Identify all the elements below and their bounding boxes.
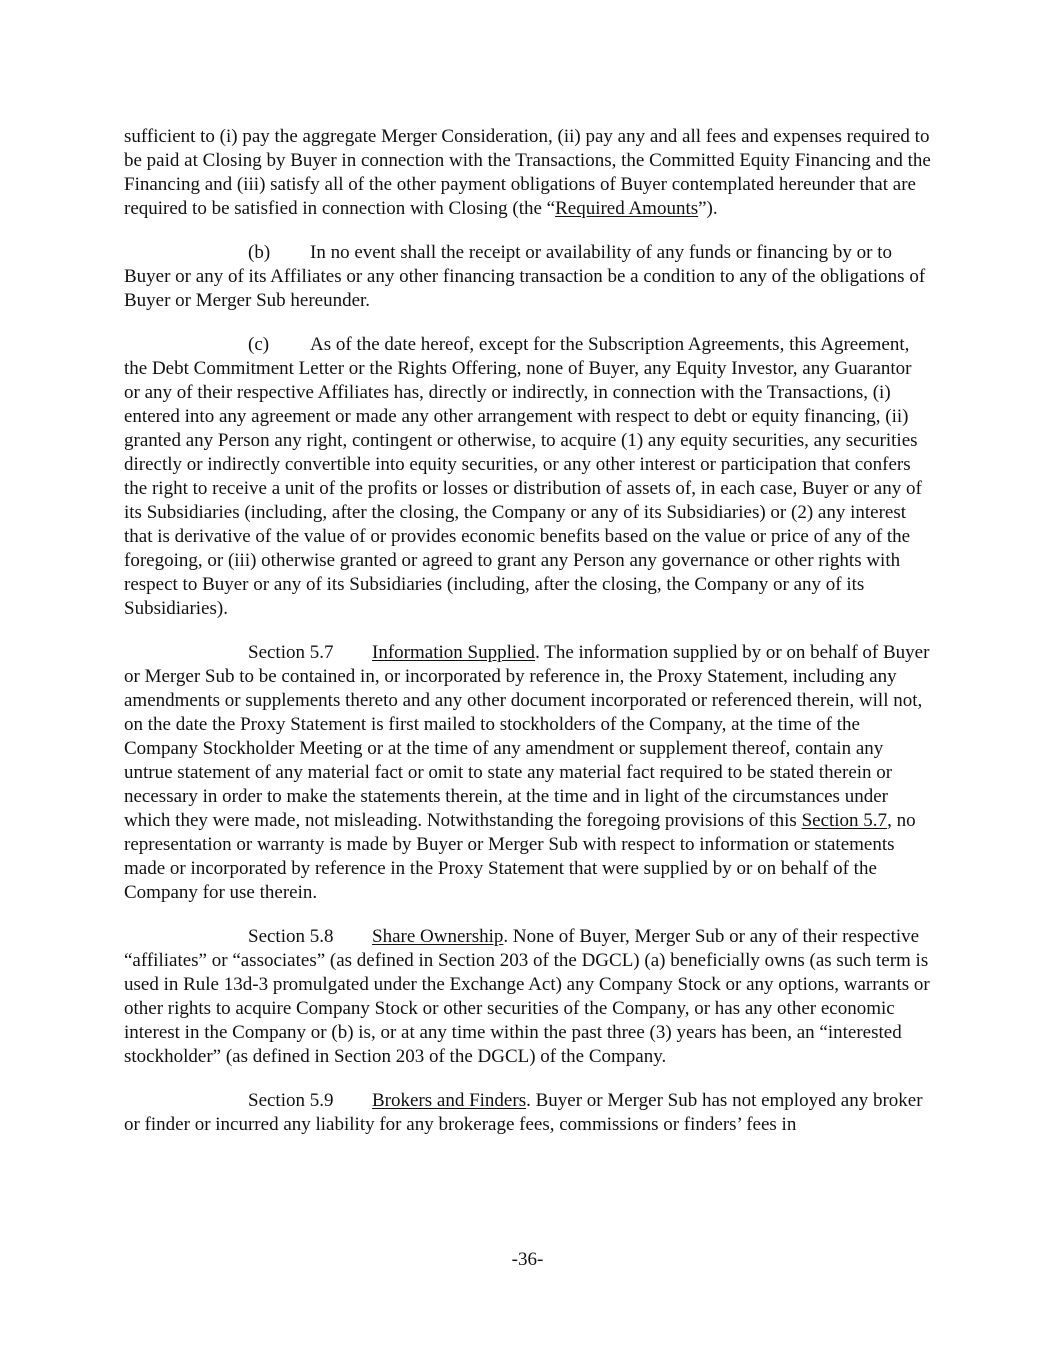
section-text: . Buyer or Merger Sub has not employed any broker or finder or incurred any liability for any brokerage fees, commissions or finders’ fees in xyxy=(124,1090,923,1135)
section-number-5-9: Section 5.9 xyxy=(248,1090,334,1111)
section-heading-share-ownership: Share Ownership xyxy=(372,926,504,947)
paragraph-text: ”). xyxy=(698,198,718,219)
clause-text-b: In no event shall the receipt or availability of any funds or financing by or to Buyer or any of its Affiliates or any other financing transaction be a condition to any of the obligations of Buyer or Merger Sub hereunder. xyxy=(124,242,926,311)
section-5-7 xyxy=(124,641,932,905)
paragraph-text: sufficient to (i) pay the aggregate Merger Consideration, (ii) pay any and all fees and expenses required to be paid at Closing by Buyer in connection with the Transactions, the Committed Equity Financing and the Financing and (iii) satisfy all of the other payment obligations of Buyer contemplated hereunder that are required to be satisfied in connection with Closing (the “ xyxy=(124,126,931,219)
paragraph-continuation xyxy=(124,125,932,221)
section-5-9 xyxy=(124,1089,932,1137)
paragraph-b xyxy=(124,241,932,313)
section-text: . The information supplied by or on behalf of Buyer or Merger Sub to be contained in, or incorporated by reference in, the Proxy Statement, including any amendments or supplements thereto and any other document incorporated or referenced therein, will not, on the date the Proxy Statement is first mailed to stockholders of the Company, at the time of the Company Stockholder Meeting or at the time of any amendment or supplement thereof, contain any untrue statement of any material fact or omit to state any material fact required to be stated therein or necessary in order to make the statements therein, at the time and in light of the circumstances under which they were made, not misleading. Notwithstanding the foregoing provisions of this xyxy=(124,642,930,831)
clause-label-b: (b) xyxy=(248,242,271,263)
section-number-5-8: Section 5.8 xyxy=(248,926,334,947)
clause-label-c: (c) xyxy=(248,334,270,355)
paragraph-c xyxy=(124,333,932,621)
document-body xyxy=(124,125,932,1157)
section-number-5-7: Section 5.7 xyxy=(248,642,334,663)
section-heading-brokers-and-finders: Brokers and Finders xyxy=(372,1090,527,1111)
defined-term-required-amounts: Required Amounts xyxy=(555,198,699,219)
clause-text-c: As of the date hereof, except for the Subscription Agreements, this Agreement, the Debt Commitment Letter or the Rights Offering, none of Buyer, any Equity Investor, any Guarantor or any of their respective Affiliates has, directly or indirectly, in connection with the Transactions, (i) entered into any agreement or made any other arrangement with respect to debt or equity financing, (ii) granted any Person any right, contingent or otherwise, to acquire (1) any equity securities, any securities directly or indirectly convertible into equity securities, or any other interest or participation that confers the right to receive a unit of the profits or losses or distribution of assets of, in each case, Buyer or any of its Subsidiaries (including, after the closing, the Company or any of its Subsidiaries) or (2) any interest that is derivative of the value of or provides economic benefits based on the value or price of any of the foregoing, or (iii) otherwise granted or agreed to grant any Person any governance or other rights with respect to Buyer or any of its Subsidiaries (including, after the closing, the Company or any of its Subsidiaries). xyxy=(124,334,922,619)
section-heading-information-supplied: Information Supplied xyxy=(372,642,536,663)
page-number: -36- xyxy=(511,1249,544,1270)
section-text: , no representation or warranty is made by Buyer or Merger Sub with respect to information or statements made or incorporated by reference in the Proxy Statement that were supplied by or on behalf of the Company for use therein. xyxy=(124,810,916,903)
section-text: . None of Buyer, Merger Sub or any of their respective “affiliates” or “associates” (as defined in Section 203 of the DGCL) (a) beneficially owns (as such term is used in Rule 13d-3 promulgated under the Exchange Act) any Company Stock or any options, warrants or other rights to acquire Company Stock or other securities of the Company, or has any other economic interest in the Company or (b) is, or at any time within the past three (3) years has been, an “interested stockholder” (as defined in Section 203 of the DGCL) of the Company. xyxy=(124,926,930,1067)
section-5-8 xyxy=(124,925,932,1069)
cross-reference-section-5-7[interactable]: Section 5.7 xyxy=(801,810,888,831)
